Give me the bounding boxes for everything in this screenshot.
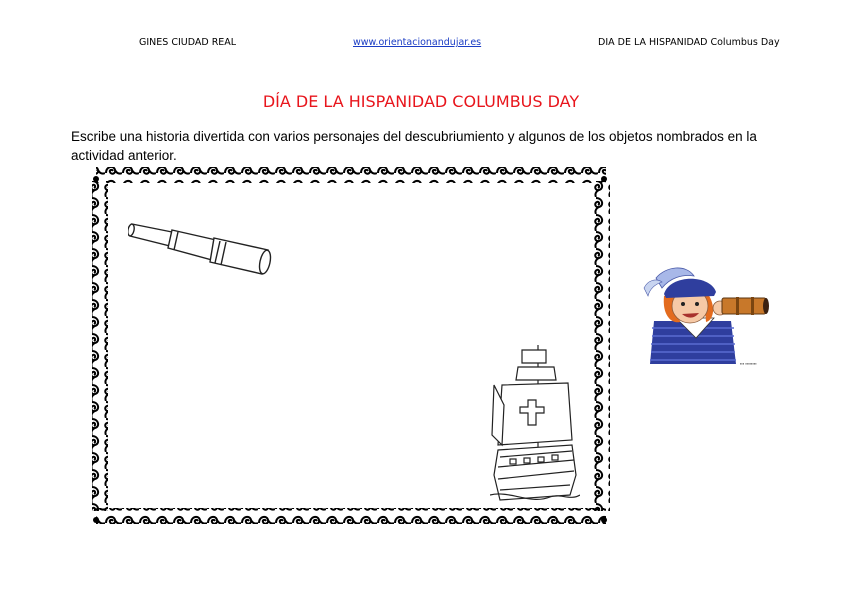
page-title: DÍA DE LA HISPANIDAD COLUMBUS DAY (262, 92, 580, 111)
illustration-credit: ▪▪▪ ▪▪▪▪▪▪▪▪ (740, 361, 757, 366)
instructions-text: Escribe una historia divertida con varios personajes del descubriumiento y algunos de los objetos nombrados en la actividad anterior. (71, 129, 757, 163)
header-left-text: GINES CIUDAD REAL (139, 37, 237, 48)
columbus-with-telescope-icon (636, 266, 771, 366)
spyglass-icon (128, 210, 278, 275)
caravel-ship-icon (490, 345, 580, 505)
header-right-text: DIA DE LA HISPANIDAD Columbus Day (598, 37, 780, 48)
header-website-link[interactable]: www.orientacionandujar.es (353, 37, 482, 48)
